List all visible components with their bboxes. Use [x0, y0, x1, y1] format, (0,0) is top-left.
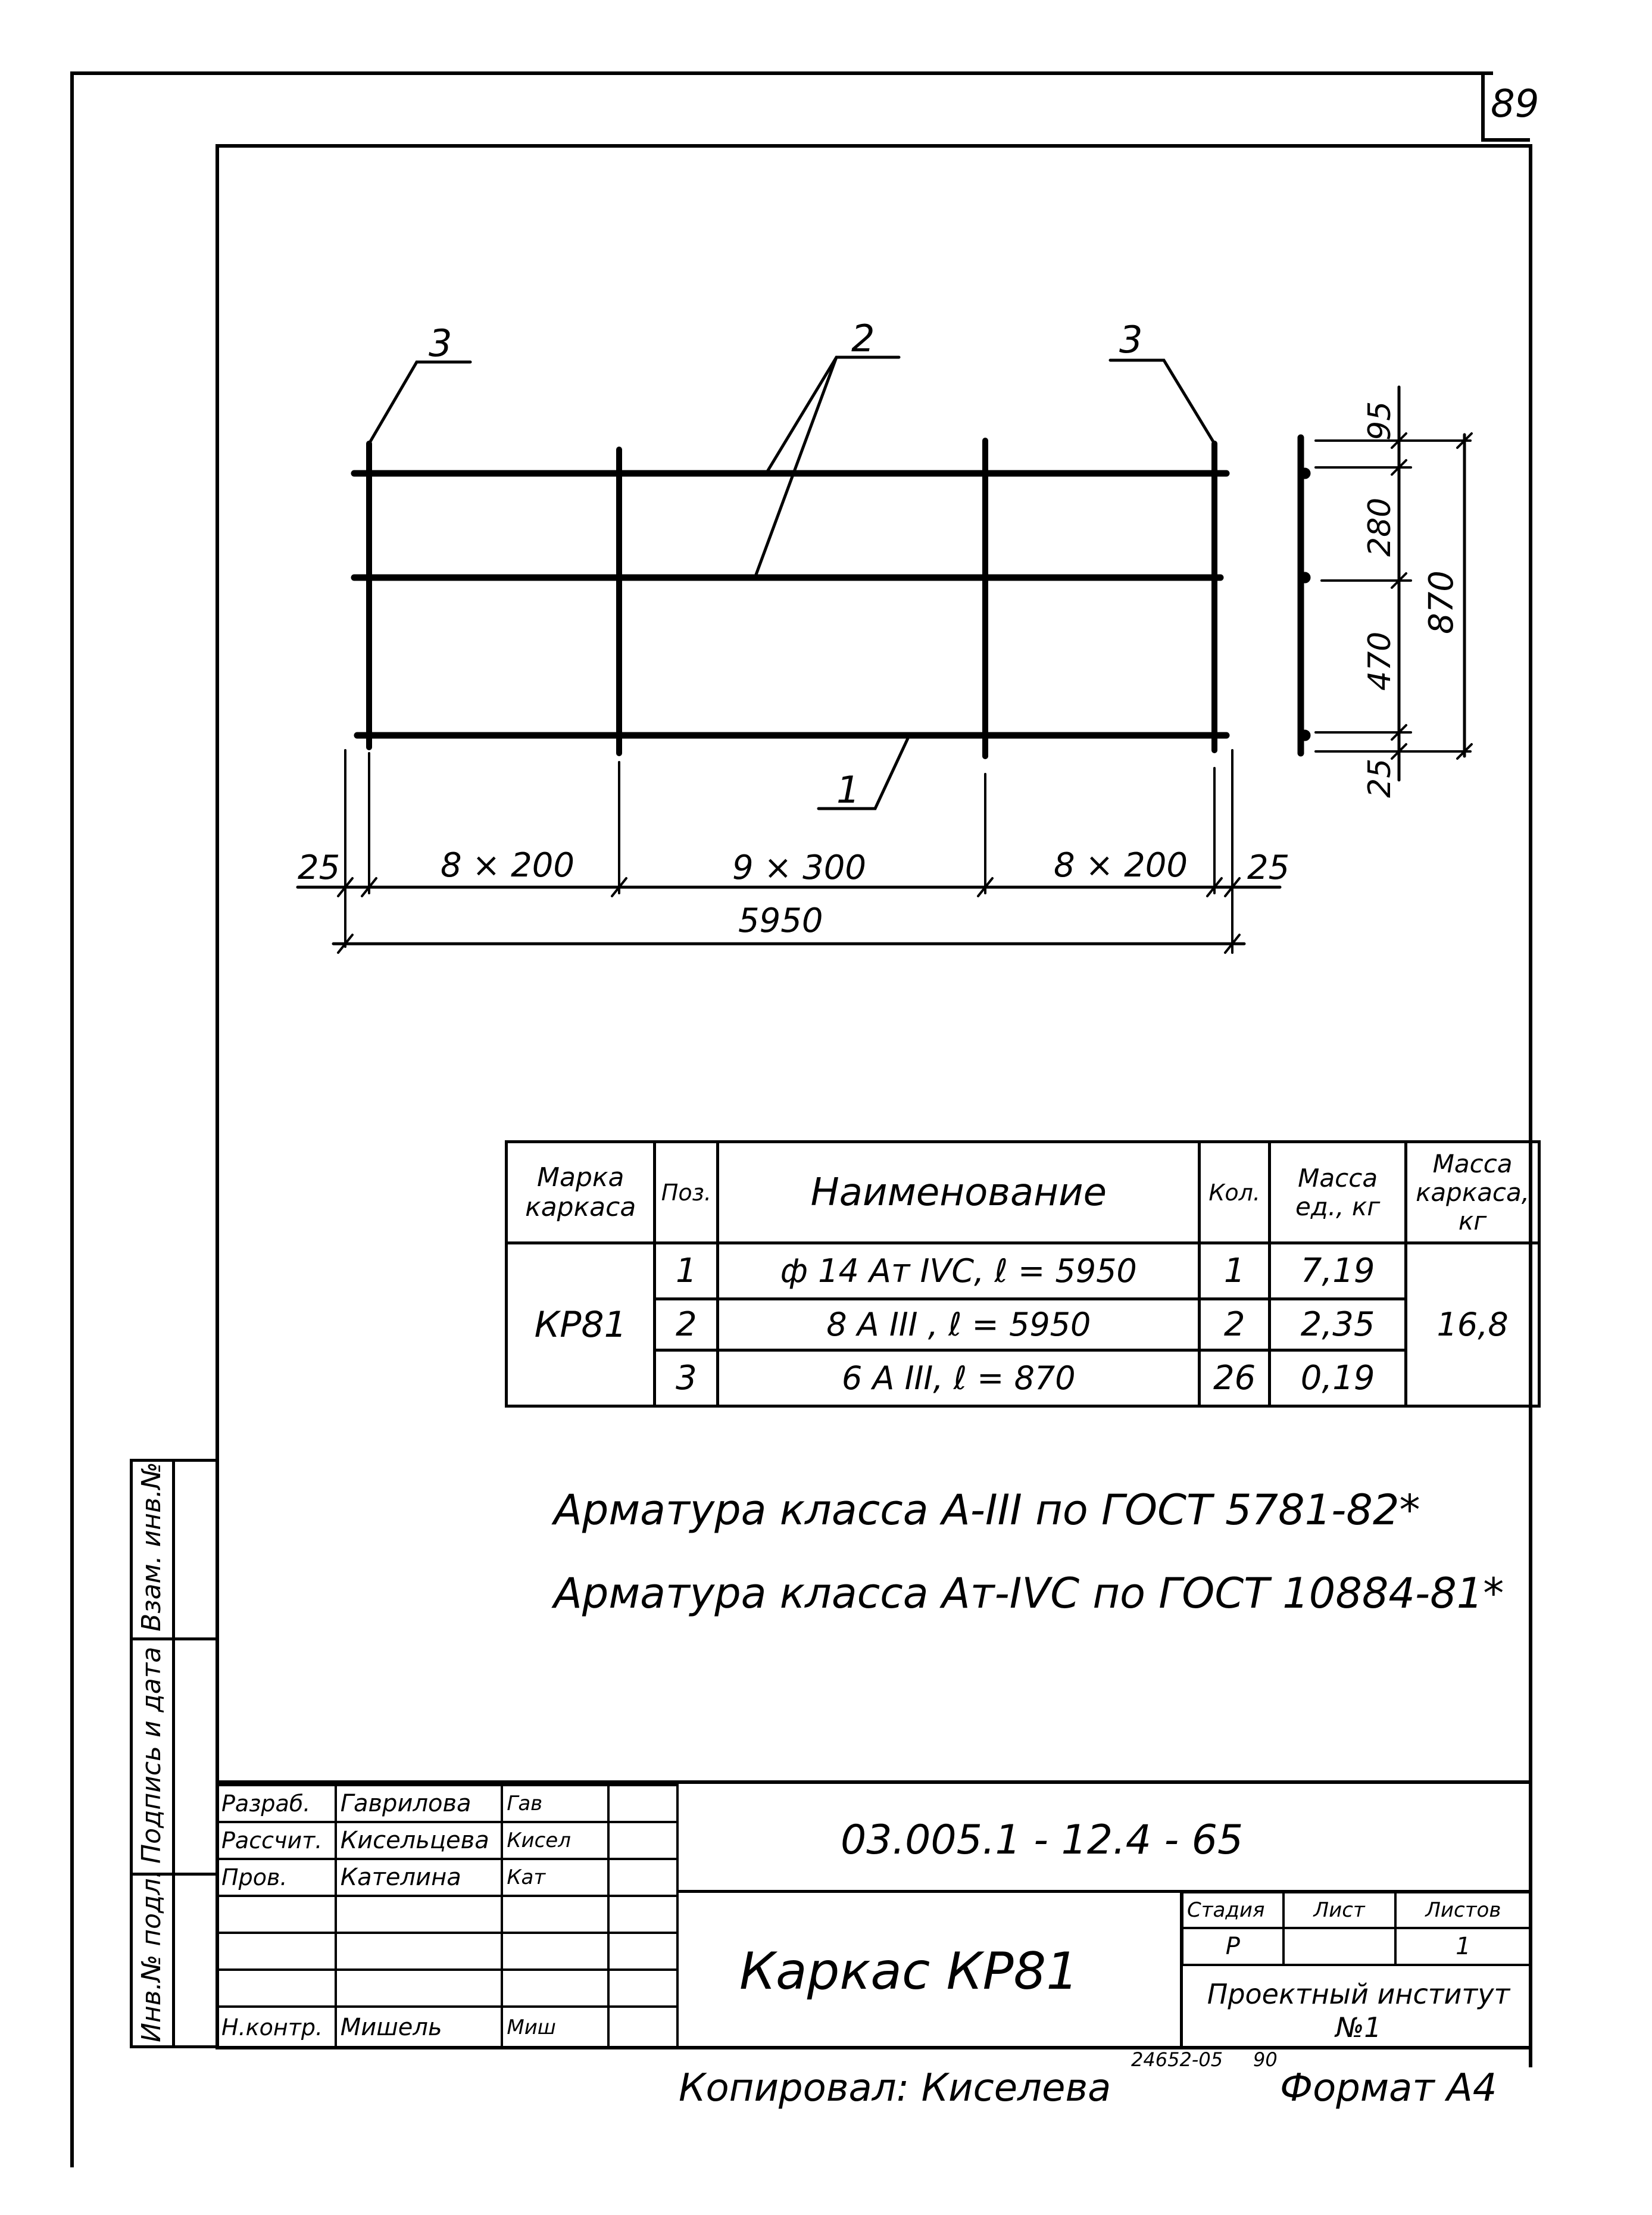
person: Гаврилова [336, 1785, 502, 1822]
side-dim-total: 870 [1422, 570, 1461, 634]
side-dim-top: 95 [1362, 401, 1398, 441]
frame-drawing [0, 0, 1652, 1012]
cell-mass: 7,19 [1270, 1243, 1406, 1299]
leader-pos3-right [1110, 360, 1214, 444]
leader-pos1 [819, 738, 908, 809]
header-unit-mass: Масса ед., кг [1270, 1142, 1406, 1243]
leader-pos3-left [369, 362, 470, 444]
dim-seg2: 9 × 300 [732, 848, 867, 887]
sheet-label: Лист [1283, 1892, 1395, 1928]
stage-table [1181, 1891, 1532, 1966]
header-frame-mass: Масса каркаса, кг [1406, 1142, 1539, 1243]
section-node [1300, 730, 1310, 741]
signature: Гав [502, 1785, 608, 1822]
cell-mark: КР81 [507, 1243, 655, 1406]
header-mark: Марка каркаса [507, 1142, 655, 1243]
section-node [1300, 572, 1310, 583]
cell-name: ф 14 Ат IVC, ℓ = 5950 [718, 1243, 1200, 1299]
side-stamp-inv-repl: Взам. инв.№ [136, 1462, 167, 1631]
signature-table [216, 1784, 679, 2049]
cell-pos: 3 [655, 1350, 718, 1406]
signature: Кисел [502, 1822, 608, 1859]
page-number: 89 [1491, 82, 1539, 126]
cell-pos: 2 [655, 1299, 718, 1350]
pos-label-3-left: 3 [429, 322, 452, 365]
cell-name: 8 А III , ℓ = 5950 [718, 1299, 1200, 1350]
cell-qty: 26 [1200, 1350, 1270, 1406]
dim-seg3: 8 × 200 [1054, 846, 1188, 885]
side-stamp-row-divider [133, 1637, 216, 1640]
header-pos: Поз. [655, 1142, 718, 1243]
person: Кисельцева [336, 1822, 502, 1859]
pos-label-3-right: 3 [1119, 318, 1143, 361]
pos-label-2: 2 [851, 317, 875, 360]
specification-table [505, 1140, 1541, 1408]
title-block [216, 1780, 1532, 2048]
sheet-value [1283, 1928, 1395, 1965]
pos-label-1: 1 [836, 768, 860, 812]
cell-frame-mass: 16,8 [1406, 1243, 1539, 1406]
cell-name: 6 А III, ℓ = 870 [718, 1350, 1200, 1406]
side-dim-lower: 470 [1362, 631, 1398, 691]
cell-mass: 0,19 [1270, 1350, 1406, 1406]
section-node [1300, 468, 1310, 479]
organization: Проектный институт №1 [1207, 1978, 1510, 2044]
cell-pos: 1 [655, 1243, 718, 1299]
side-stamp-inv-orig: Инв.№ подл. [136, 1870, 167, 2042]
role: Пров. [217, 1859, 336, 1896]
side-dim-bottom: 25 [1362, 758, 1398, 798]
dim-right-edge: 25 [1247, 848, 1290, 887]
role: Рассчит. [217, 1822, 336, 1859]
note-line-2: Арматура класса Ат-IVC по ГОСТ 10884-81* [554, 1569, 1504, 1618]
person: Мишель [336, 2007, 502, 2048]
side-stamp [130, 1459, 219, 2048]
cell-mass: 2,35 [1270, 1299, 1406, 1350]
header-name: Наименование [718, 1142, 1200, 1243]
leader-pos2-b [756, 357, 836, 575]
dim-seg1: 8 × 200 [441, 846, 575, 885]
dim-total: 5950 [738, 901, 823, 940]
format-label: Формат А4 [1280, 2066, 1497, 2110]
person: Кателина [336, 1859, 502, 1896]
copied-code: 24652-05 [1131, 2048, 1223, 2071]
drawing-title: Каркас КР81 [739, 1942, 1079, 2001]
role: Н.контр. [217, 2007, 336, 2048]
note-line-1: Арматура класса А-III по ГОСТ 5781-82* [554, 1486, 1420, 1534]
side-stamp-sign-date: Подпись и дата [136, 1646, 167, 1864]
signature: Миш [502, 2007, 608, 2048]
header-qty: Кол. [1200, 1142, 1270, 1243]
sheets-value: 1 [1395, 1928, 1531, 1965]
stage-value: Р [1182, 1928, 1283, 1965]
side-dim-upper: 280 [1362, 497, 1398, 557]
copied-code-2: 90 [1253, 2048, 1278, 2071]
stage-label: Стадия [1182, 1892, 1283, 1928]
leader-pos2 [768, 357, 899, 470]
dim-left-edge: 25 [298, 848, 341, 887]
sheets-label: Листов [1395, 1892, 1531, 1928]
cell-qty: 1 [1200, 1243, 1270, 1299]
signature: Кат [502, 1859, 608, 1896]
cell-qty: 2 [1200, 1299, 1270, 1350]
doc-code: 03.005.1 - 12.4 - 65 [841, 1817, 1244, 1864]
copied-by: Копировал: Киселева [679, 2066, 1111, 2110]
role: Разраб. [217, 1785, 336, 1822]
side-stamp-col-divider [172, 1462, 175, 2045]
